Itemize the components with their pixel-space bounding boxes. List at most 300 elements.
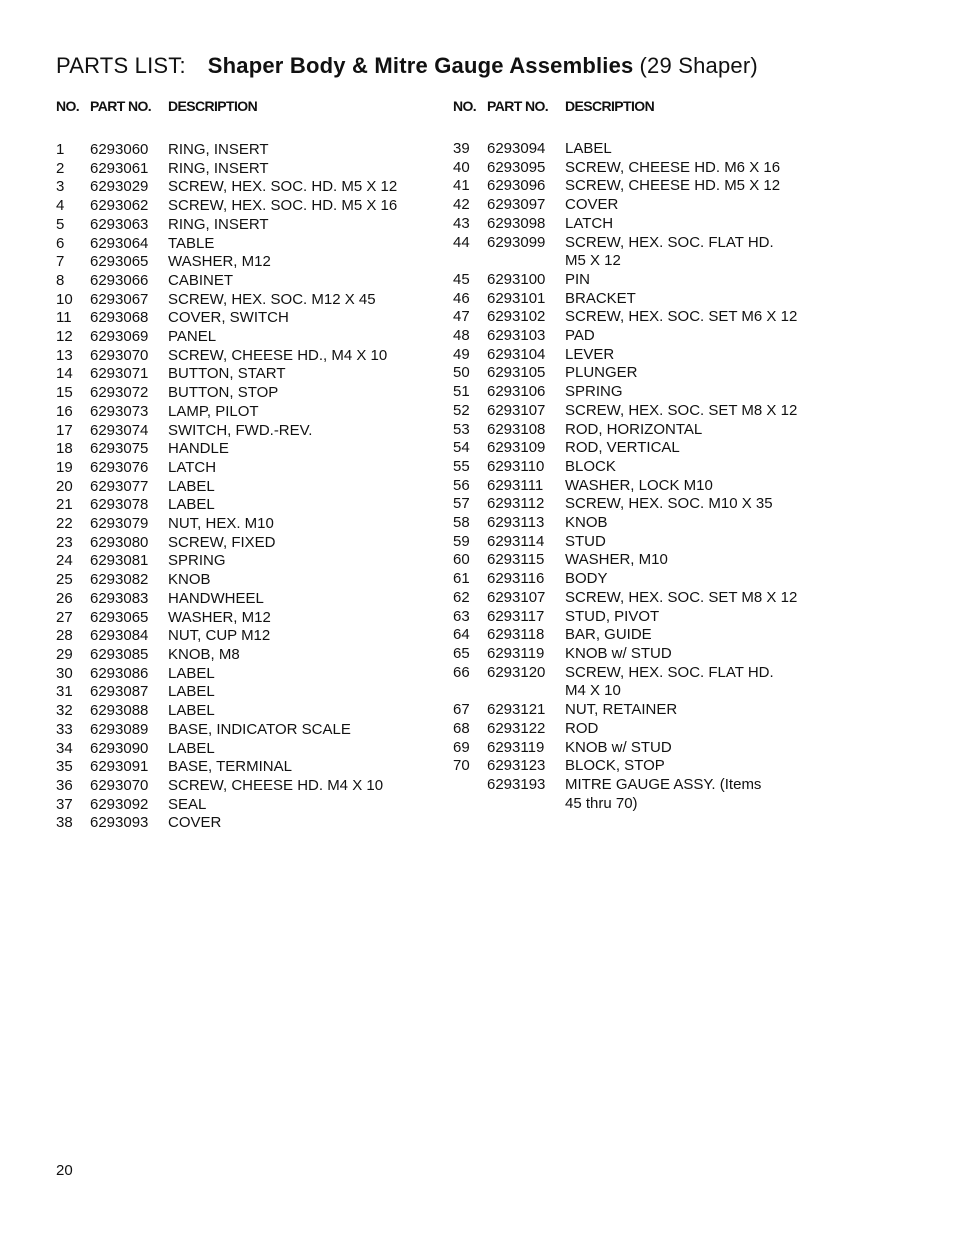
description-line: MITRE GAUGE ASSY. (Items <box>565 775 762 793</box>
part-number: 6293082 <box>90 571 149 589</box>
description-line: TABLE <box>168 234 215 252</box>
part-number: 6293098 <box>487 214 546 232</box>
item-number: 38 <box>56 814 73 832</box>
header-description: DESCRIPTION <box>168 98 258 114</box>
table-row <box>56 814 446 833</box>
table-row <box>453 570 843 589</box>
item-number: 15 <box>56 384 73 402</box>
table-row <box>56 796 446 815</box>
table-row <box>453 477 843 496</box>
description-line: RING, INSERT <box>168 159 269 177</box>
item-number: 4 <box>56 197 65 215</box>
table-row <box>453 645 843 664</box>
part-number: 6293119 <box>487 738 545 756</box>
part-number: 6293079 <box>90 515 149 533</box>
part-description <box>168 365 446 384</box>
description-line: BUTTON, STOP <box>168 384 279 402</box>
item-number: 36 <box>56 776 73 794</box>
item-number: 30 <box>56 664 73 682</box>
part-number: 6293078 <box>90 496 149 514</box>
description-line: LABEL <box>168 702 215 720</box>
part-description <box>565 458 843 477</box>
description-line: COVER <box>565 196 619 214</box>
description-line: LATCH <box>168 458 217 476</box>
part-number: 6293121 <box>487 701 546 719</box>
item-number: 2 <box>56 159 65 177</box>
part-description <box>168 683 446 702</box>
description-line: RING, INSERT <box>168 215 269 233</box>
table-row <box>56 216 446 235</box>
description-line: ROD, VERTICAL <box>565 439 680 457</box>
part-number: 6293108 <box>487 420 546 438</box>
table-row <box>56 197 446 216</box>
description-line: STUD <box>565 532 606 550</box>
item-number: 31 <box>56 683 73 701</box>
description-line: SPRING <box>565 383 623 401</box>
item-number: 8 <box>56 271 65 289</box>
description-line: BASE, INDICATOR SCALE <box>168 720 351 738</box>
part-description <box>168 347 446 366</box>
description-line: WASHER, M12 <box>168 253 271 271</box>
item-number: 26 <box>56 589 73 607</box>
description-line: BUTTON, START <box>168 365 286 383</box>
description-line: SCREW, CHEESE HD., M4 X 10 <box>168 346 388 364</box>
part-number: 6293065 <box>90 608 149 626</box>
table-row <box>56 459 446 478</box>
item-number: 60 <box>453 551 470 569</box>
description-continuation: M5 X 12 <box>565 252 621 270</box>
part-number: 6293105 <box>487 364 546 382</box>
table-row <box>453 383 843 402</box>
part-description <box>168 646 446 665</box>
table-row <box>453 234 843 271</box>
table-row <box>453 757 843 776</box>
part-number: 6293090 <box>90 739 149 757</box>
table-row <box>56 347 446 366</box>
part-number: 6293084 <box>90 627 149 645</box>
part-number: 6293089 <box>90 720 149 738</box>
item-number: 68 <box>453 719 470 737</box>
table-row <box>56 702 446 721</box>
part-description <box>565 421 843 440</box>
description-line: SCREW, FIXED <box>168 533 276 551</box>
table-row <box>56 328 446 347</box>
table-row <box>453 308 843 327</box>
table-row <box>56 178 446 197</box>
table-row <box>453 495 843 514</box>
header-no: NO. <box>56 98 80 114</box>
description-line: SCREW, CHEESE HD. M6 X 16 <box>565 158 781 176</box>
part-description <box>168 777 446 796</box>
description-line: SCREW, HEX. SOC. HD. M5 X 12 <box>168 178 398 196</box>
item-number: 20 <box>56 477 73 495</box>
description-line: KNOB w/ STUD <box>565 644 672 662</box>
description-line: BAR, GUIDE <box>565 626 652 644</box>
part-number: 6293193 <box>487 775 546 793</box>
part-description <box>168 609 446 628</box>
table-row <box>453 439 843 458</box>
part-description <box>168 571 446 590</box>
part-number: 6293095 <box>487 158 546 176</box>
part-description <box>168 478 446 497</box>
item-number: 29 <box>56 645 73 663</box>
description-line: SCREW, HEX. SOC. FLAT HD. <box>565 663 774 681</box>
table-row <box>453 776 843 813</box>
table-row <box>453 626 843 645</box>
table-row <box>56 515 446 534</box>
part-number: 6293122 <box>487 719 546 737</box>
description-line: LABEL <box>168 739 215 757</box>
part-description <box>168 178 446 197</box>
part-number: 6293070 <box>90 346 149 364</box>
item-number: 66 <box>453 663 470 681</box>
description-line: WASHER, M12 <box>168 608 271 626</box>
item-number: 5 <box>56 215 65 233</box>
part-number: 6293076 <box>90 458 149 476</box>
table-row <box>56 141 446 160</box>
description-line: BRACKET <box>565 289 636 307</box>
part-description <box>565 720 843 739</box>
table-row <box>453 514 843 533</box>
part-description <box>565 402 843 421</box>
item-number: 19 <box>56 458 73 476</box>
item-number: 40 <box>453 158 470 176</box>
description-line: BASE, TERMINAL <box>168 758 292 776</box>
page-number: 20 <box>56 1162 73 1179</box>
description-line: NUT, HEX. M10 <box>168 515 274 533</box>
item-number: 65 <box>453 644 470 662</box>
part-number: 6293103 <box>487 327 546 345</box>
part-number: 6293074 <box>90 421 149 439</box>
item-number: 64 <box>453 626 470 644</box>
table-row <box>56 253 446 272</box>
description-line: HANDLE <box>168 440 229 458</box>
description-line: SCREW, HEX. SOC. FLAT HD. <box>565 233 774 251</box>
description-line: SCREW, HEX. SOC. M12 X 45 <box>168 290 376 308</box>
part-description <box>565 196 843 215</box>
part-number: 6293070 <box>90 776 149 794</box>
description-line: ROD <box>565 719 599 737</box>
part-description <box>168 422 446 441</box>
item-number: 61 <box>453 570 470 588</box>
table-row <box>56 440 446 459</box>
item-number: 18 <box>56 440 73 458</box>
part-number: 6293096 <box>487 177 546 195</box>
table-row <box>56 534 446 553</box>
part-description <box>565 608 843 627</box>
part-description <box>565 570 843 589</box>
item-number: 33 <box>56 720 73 738</box>
part-description <box>168 552 446 571</box>
part-number: 6293091 <box>90 758 149 776</box>
part-number: 6293075 <box>90 440 149 458</box>
table-row <box>56 683 446 702</box>
part-description <box>168 459 446 478</box>
part-description <box>168 590 446 609</box>
description-line: LABEL <box>168 683 215 701</box>
part-description <box>168 796 446 815</box>
item-number: 53 <box>453 420 470 438</box>
description-line: CABINET <box>168 271 234 289</box>
item-number: 35 <box>56 758 73 776</box>
description-continuation: M4 X 10 <box>565 682 621 700</box>
table-row <box>56 590 446 609</box>
item-number: 3 <box>56 178 65 196</box>
part-description <box>565 739 843 758</box>
item-number: 56 <box>453 476 470 494</box>
part-description <box>565 364 843 383</box>
description-line: LATCH <box>565 214 614 232</box>
part-description <box>565 140 843 159</box>
description-line: LAMP, PILOT <box>168 402 259 420</box>
item-number: 67 <box>453 701 470 719</box>
table-row <box>453 589 843 608</box>
table-row <box>56 422 446 441</box>
part-number: 6293109 <box>487 439 546 457</box>
table-row <box>56 403 446 422</box>
parts-rows-right <box>453 140 843 813</box>
table-row <box>56 552 446 571</box>
part-number: 6293120 <box>487 663 546 681</box>
description-line: WASHER, LOCK M10 <box>565 476 713 494</box>
part-description <box>168 721 446 740</box>
header-part-no: PART NO. <box>487 98 549 114</box>
description-line: ROD, HORIZONTAL <box>565 420 703 438</box>
table-row <box>453 720 843 739</box>
description-line: SCREW, HEX. SOC. M10 X 35 <box>565 495 773 513</box>
header-no: NO. <box>453 98 477 114</box>
item-number: 46 <box>453 289 470 307</box>
item-number: 50 <box>453 364 470 382</box>
item-number: 41 <box>453 177 470 195</box>
part-description <box>565 514 843 533</box>
part-description <box>168 814 446 833</box>
item-number: 28 <box>56 627 73 645</box>
part-description <box>168 141 446 160</box>
part-description <box>168 534 446 553</box>
description-line: SPRING <box>168 552 226 570</box>
part-description <box>565 776 843 813</box>
part-description <box>565 701 843 720</box>
description-line: SCREW, CHEESE HD. M5 X 12 <box>565 177 781 195</box>
part-description <box>168 216 446 235</box>
page-title <box>56 52 758 80</box>
table-row <box>453 402 843 421</box>
description-line: KNOB, M8 <box>168 645 240 663</box>
part-number: 6293119 <box>487 644 545 662</box>
table-header-right <box>453 95 843 117</box>
part-description <box>168 328 446 347</box>
part-description <box>168 235 446 254</box>
part-description <box>168 403 446 422</box>
part-number: 6293116 <box>487 570 545 588</box>
part-number: 6293104 <box>487 345 546 363</box>
part-description <box>565 290 843 309</box>
item-number: 63 <box>453 607 470 625</box>
item-number: 62 <box>453 588 470 606</box>
item-number: 44 <box>453 233 470 251</box>
description-line: BLOCK <box>565 457 616 475</box>
part-number: 6293086 <box>90 664 149 682</box>
item-number: 21 <box>56 496 73 514</box>
description-line: BODY <box>565 570 608 588</box>
part-description <box>168 515 446 534</box>
part-description <box>168 758 446 777</box>
part-description <box>168 627 446 646</box>
description-line: SCREW, HEX. SOC. HD. M5 X 16 <box>168 197 398 215</box>
part-description <box>565 495 843 514</box>
item-number: 45 <box>453 270 470 288</box>
table-row <box>56 721 446 740</box>
item-number: 24 <box>56 552 73 570</box>
part-number: 6293101 <box>487 289 546 307</box>
item-number: 37 <box>56 795 73 813</box>
part-description <box>565 308 843 327</box>
table-row <box>56 665 446 684</box>
parts-table-right <box>453 95 843 813</box>
item-number: 58 <box>453 514 470 532</box>
description-line: KNOB w/ STUD <box>565 738 672 756</box>
description-line: SEAL <box>168 795 207 813</box>
description-continuation: 45 thru 70) <box>565 794 638 812</box>
table-row <box>453 664 843 701</box>
item-number: 51 <box>453 383 470 401</box>
description-line: SCREW, HEX. SOC. SET M8 X 12 <box>565 401 798 419</box>
table-row <box>453 421 843 440</box>
table-row <box>453 458 843 477</box>
table-row <box>56 365 446 384</box>
description-line: SCREW, CHEESE HD. M4 X 10 <box>168 776 384 794</box>
part-number: 6293102 <box>487 308 546 326</box>
part-number: 6293118 <box>487 626 545 644</box>
table-row <box>56 646 446 665</box>
table-row <box>56 309 446 328</box>
table-row <box>453 271 843 290</box>
part-number: 6293123 <box>487 757 546 775</box>
item-number: 11 <box>56 309 72 327</box>
table-row <box>453 533 843 552</box>
item-number <box>453 776 487 813</box>
title-main: Shaper Body & Mitre Gauge Assemblies <box>207 53 634 78</box>
part-number: 6293097 <box>487 196 546 214</box>
part-description <box>565 477 843 496</box>
table-row <box>56 384 446 403</box>
table-row <box>56 160 446 179</box>
description-line: PLUNGER <box>565 364 638 382</box>
part-description <box>168 291 446 310</box>
table-row <box>453 327 843 346</box>
description-line: LABEL <box>168 496 215 514</box>
part-number: 6293063 <box>90 215 149 233</box>
part-number: 6293080 <box>90 533 149 551</box>
table-row <box>56 291 446 310</box>
part-number: 6293087 <box>90 683 149 701</box>
item-number: 14 <box>56 365 73 383</box>
description-line: BLOCK, STOP <box>565 757 665 775</box>
part-description <box>565 645 843 664</box>
item-number: 17 <box>56 421 73 439</box>
item-number: 55 <box>453 457 470 475</box>
description-line: SCREW, HEX. SOC. SET M6 X 12 <box>565 308 798 326</box>
part-number: 6293066 <box>90 271 149 289</box>
description-line: COVER, SWITCH <box>168 309 289 327</box>
item-number: 25 <box>56 571 73 589</box>
part-number: 6293093 <box>90 814 149 832</box>
part-number: 6293099 <box>487 233 546 251</box>
title-prefix: PARTS LIST: <box>56 53 186 78</box>
part-number: 6293062 <box>90 197 149 215</box>
part-number: 6293113 <box>487 514 545 532</box>
part-description <box>565 327 843 346</box>
part-description <box>565 626 843 645</box>
part-number: 6293061 <box>90 159 149 177</box>
description-line: SCREW, HEX. SOC. SET M8 X 12 <box>565 588 798 606</box>
table-row <box>56 758 446 777</box>
part-number: 6293117 <box>487 607 545 625</box>
part-description <box>565 533 843 552</box>
table-row <box>453 215 843 234</box>
table-row <box>453 159 843 178</box>
table-row <box>453 364 843 383</box>
header-part-no: PART NO. <box>90 98 152 114</box>
part-number: 6293092 <box>90 795 149 813</box>
table-row <box>453 551 843 570</box>
table-row <box>453 608 843 627</box>
table-row <box>56 496 446 515</box>
part-description <box>168 665 446 684</box>
description-line: COVER <box>168 814 222 832</box>
item-number: 34 <box>56 739 73 757</box>
part-description <box>565 177 843 196</box>
description-line: RING, INSERT <box>168 141 269 158</box>
item-number: 23 <box>56 533 73 551</box>
item-number: 39 <box>453 140 470 157</box>
description-line: NUT, RETAINER <box>565 701 678 719</box>
item-number: 7 <box>56 253 65 271</box>
part-number: 6293068 <box>90 309 149 327</box>
part-number: 6293110 <box>487 457 545 475</box>
description-line: WASHER, M10 <box>565 551 668 569</box>
table-row <box>453 140 843 159</box>
title-suffix: (29 Shaper) <box>639 53 758 78</box>
part-number: 6293111 <box>487 476 544 494</box>
item-number: 32 <box>56 702 73 720</box>
part-number: 6293107 <box>487 588 546 606</box>
item-number: 10 <box>56 290 73 308</box>
item-number: 43 <box>453 214 470 232</box>
part-description <box>168 160 446 179</box>
part-number: 6293067 <box>90 290 149 308</box>
item-number: 42 <box>453 196 470 214</box>
part-number: 6293029 <box>90 178 149 196</box>
part-description <box>565 215 843 234</box>
table-row <box>453 196 843 215</box>
part-number: 6293112 <box>487 495 545 513</box>
part-description <box>168 440 446 459</box>
description-line: KNOB <box>168 571 211 589</box>
table-row <box>56 777 446 796</box>
description-line: LABEL <box>168 477 215 495</box>
table-row <box>56 627 446 646</box>
item-number: 57 <box>453 495 470 513</box>
part-number: 6293088 <box>90 702 149 720</box>
description-line: KNOB <box>565 514 608 532</box>
part-number: 6293077 <box>90 477 149 495</box>
item-number: 27 <box>56 608 73 626</box>
table-row <box>56 272 446 291</box>
item-number: 49 <box>453 345 470 363</box>
description-line: LABEL <box>565 140 612 157</box>
